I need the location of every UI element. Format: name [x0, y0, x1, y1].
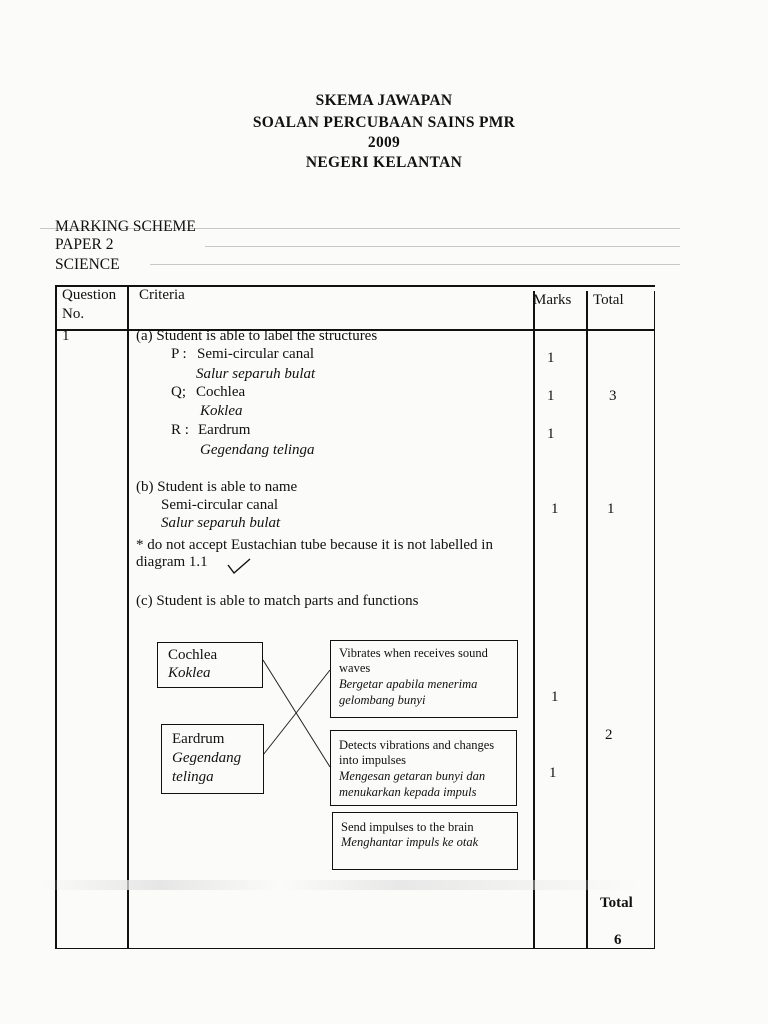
- part-c-total: 2: [605, 727, 613, 743]
- part-a-q-label: Q;: [171, 384, 186, 400]
- grand-total-label: Total: [600, 895, 633, 911]
- question-number: 1: [62, 328, 70, 344]
- part-a-mark-r: 1: [547, 426, 555, 442]
- header-year: 2009: [367, 134, 401, 151]
- function-detects-ms-1: Mengesan getaran bunyi dan: [339, 769, 486, 783]
- function-vibrates-ms-1: Bergetar apabila menerima: [339, 677, 478, 691]
- subject-label: SCIENCE: [55, 256, 120, 273]
- part-b-total: 1: [607, 501, 615, 517]
- function-detects-en-2: into impulses: [339, 753, 407, 767]
- header-total: Total: [593, 292, 624, 308]
- part-a-total: 3: [609, 388, 617, 404]
- part-a-p-ms: Salur separuh bulat: [196, 366, 316, 382]
- scan-line: [205, 246, 680, 247]
- table-border-bottom: [55, 948, 655, 950]
- part-c-mark-1: 1: [551, 689, 559, 705]
- scan-noise: [40, 880, 640, 890]
- part-b-mark: 1: [551, 501, 559, 517]
- part-b-note-line2: diagram 1.1: [136, 554, 208, 570]
- scan-line: [150, 264, 680, 265]
- part-cochlea-ms: Koklea: [168, 665, 211, 681]
- part-c-mark-2: 1: [549, 765, 557, 781]
- marking-scheme-label: MARKING SCHEME: [55, 218, 196, 235]
- header-state: NEGERI KELANTAN: [305, 154, 463, 171]
- table-border-left: [55, 285, 57, 949]
- part-b-heading: (b) Student is able to name: [136, 479, 298, 495]
- function-send-ms: Menghantar impuls ke otak: [341, 835, 479, 849]
- function-box-detects: [330, 730, 517, 806]
- function-detects-ms-2: menukarkan kepada impuls: [339, 785, 477, 799]
- part-b-note-line1: * do not accept Eustachian tube because it is not labelled in: [136, 537, 493, 553]
- part-eardrum-ms-1: Gegendang: [172, 750, 242, 766]
- tick-mark-icon: [226, 556, 252, 576]
- part-a-q-en: Cochlea: [196, 384, 246, 400]
- part-a-heading: (a) Student is able to label the structures: [136, 328, 378, 344]
- function-vibrates-en-1: Vibrates when receives sound: [339, 646, 488, 660]
- part-b-answer-ms: Salur separuh bulat: [161, 515, 281, 531]
- grand-total-value: 6: [614, 932, 622, 948]
- column-divider-marks: [533, 291, 535, 949]
- part-box-cochlea: [157, 642, 263, 688]
- function-send-en: Send impulses to the brain: [341, 820, 474, 834]
- header-title-1: SKEMA JAWAPAN: [315, 92, 453, 109]
- part-b-answer-en: Semi-circular canal: [161, 497, 279, 513]
- part-eardrum-ms-2: telinga: [172, 769, 214, 785]
- part-a-r-label: R :: [171, 422, 189, 438]
- part-a-r-ms: Gegendang telinga: [200, 442, 315, 458]
- part-eardrum-en: Eardrum: [172, 731, 225, 747]
- function-box-vibrates: [330, 640, 518, 718]
- part-a-mark-q: 1: [547, 388, 555, 404]
- header-marks: Marks: [533, 292, 572, 308]
- part-a-q-ms: Koklea: [200, 403, 243, 419]
- function-vibrates-ms-2: gelombang bunyi: [339, 693, 426, 707]
- part-box-eardrum: [161, 724, 264, 794]
- part-a-p-label: P :: [171, 346, 187, 362]
- header-title-2: SOALAN PERCUBAAN SAINS PMR: [252, 114, 516, 131]
- part-cochlea-en: Cochlea: [168, 647, 218, 663]
- header-question: Question: [62, 287, 117, 303]
- part-a-r-en: Eardrum: [198, 422, 251, 438]
- column-divider-criteria: [127, 285, 129, 949]
- matching-lines: [262, 640, 332, 775]
- header-question-no: No.: [62, 306, 85, 322]
- paper-label: PAPER 2: [55, 236, 114, 253]
- table-border-right: [654, 291, 656, 949]
- function-box-send: [332, 812, 518, 870]
- part-c-heading: (c) Student is able to match parts and functions: [136, 593, 419, 609]
- column-divider-total: [586, 291, 588, 949]
- function-vibrates-en-2: waves: [339, 661, 371, 675]
- part-a-mark-p: 1: [547, 350, 555, 366]
- part-a-p-en: Semi-circular canal: [197, 346, 315, 362]
- function-detects-en-1: Detects vibrations and changes: [339, 738, 495, 752]
- header-criteria: Criteria: [139, 287, 185, 303]
